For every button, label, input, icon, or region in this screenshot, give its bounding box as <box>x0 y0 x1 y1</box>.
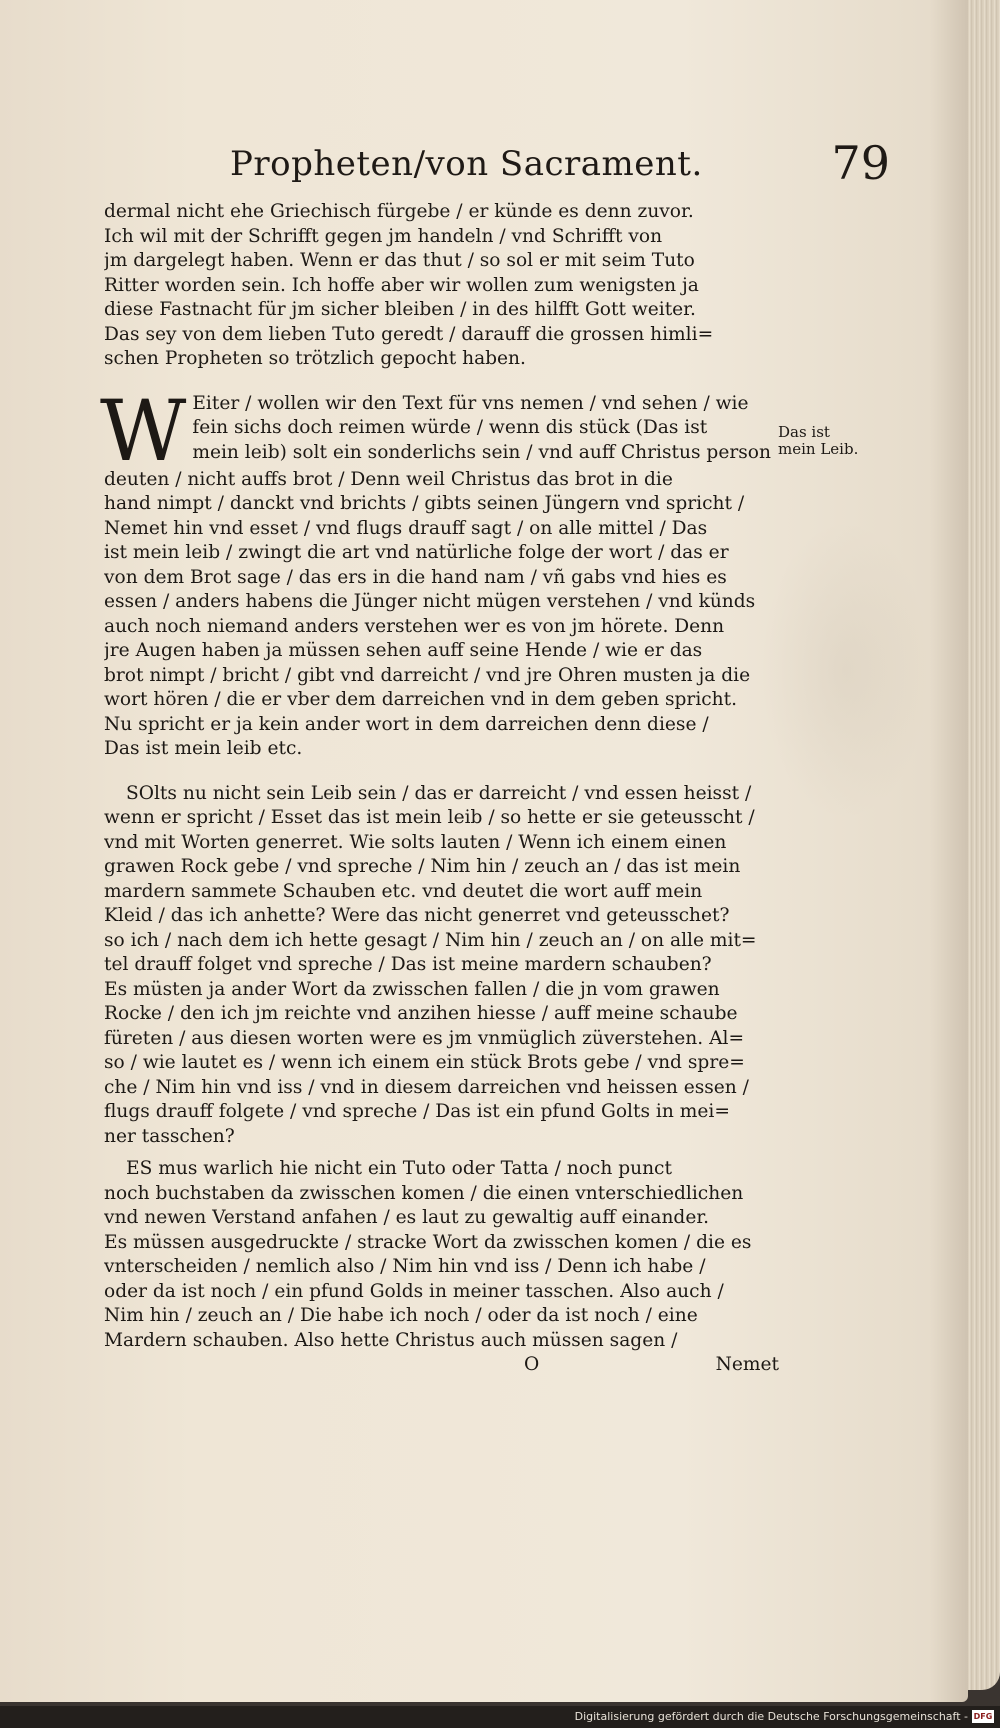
show-through-stain <box>760 520 930 820</box>
text-line: wenn er spricht / Esset das ist mein leib / so hette er sie geteusscht / <box>104 807 755 828</box>
text-line: fein sichs doch reimen würde / wenn dis stück (Das ist <box>192 417 708 438</box>
text-line: Nim hin / zeuch an / Die habe ich noch / oder da ist noch / eine <box>104 1305 698 1326</box>
text-line: vnterscheiden / nemlich also / Nim hin vnd iss / Denn ich habe / <box>104 1256 706 1277</box>
catchword: Nemet <box>715 1354 779 1375</box>
drop-cap-initial: W <box>100 381 187 480</box>
text-line: jre Augen haben ja müssen sehen auff seine Hende / wie er das <box>104 640 703 661</box>
marginal-note: Das ist mein Leib. <box>778 423 859 458</box>
page-number: 79 <box>831 136 890 190</box>
text-line: che / Nim hin vnd iss / vnd in diesem darreichen vnd heissen essen / <box>104 1076 749 1098</box>
text-line: dermal nicht ehe Griechisch fürgebe / er künde es denn zuvor. <box>104 201 694 222</box>
text-line: Es müsten ja ander Wort da zwisschen fallen / die jn vom grawen <box>104 978 720 1000</box>
text-line: mardern sammete Schauben etc. vnd deutet die wort auff mein <box>104 880 703 902</box>
body-text <box>100 200 779 1378</box>
text-line: brot nimpt / bricht / gibt vnd darreicht / vnd jre Ohren musten ja die <box>104 664 751 686</box>
funding-notice: Digitalisierung gefördert durch die Deutsche Forschungsgemeinschaft - <box>574 1710 968 1723</box>
text-line: SOlts nu nicht sein Leib sein / das er darreicht / vnd essen heisst / <box>126 782 752 804</box>
footer-bar <box>0 1706 1000 1728</box>
text-line: flugs drauff folgete / vnd spreche / Das ist ein pfund Golts in mei= <box>104 1101 730 1122</box>
page-bottom-line <box>104 1353 779 1378</box>
text-line: mein leib) solt ein sonderlichs sein / vnd auff Christus person <box>192 441 771 463</box>
text-line: schen Propheten so trötzlich gepocht haben. <box>104 348 526 369</box>
page-header <box>230 136 890 196</box>
text-line: tel drauff folget vnd spreche / Das ist meine mardern schauben? <box>104 954 712 975</box>
paragraph <box>104 200 779 372</box>
text-line: Ich wil mit der Schrifft gegen jm handeln / vnd Schrifft von <box>104 225 663 247</box>
text-line: Kleid / das ich anhette? Were das nicht generret vnd geteusschet? <box>104 905 730 926</box>
text-line: auch noch niemand anders verstehen wer es von jm hörete. Denn <box>104 615 725 637</box>
text-line: essen / anders habens die Jünger nicht mügen verstehen / vnd künds <box>104 591 756 612</box>
paragraph <box>100 381 779 762</box>
text-line: Das sey von dem lieben Tuto geredt / darauff die grossen himli= <box>104 323 714 345</box>
text-line: so / wie lautet es / wenn ich einem ein stück Brots gebe / vnd spre= <box>104 1052 745 1073</box>
text-line: ES mus warlich hie nicht ein Tuto oder Tatta / noch punct <box>126 1158 672 1179</box>
text-line: ist mein leib / zwingt die art vnd natürliche folge der wort / das er <box>104 542 729 563</box>
text-line: Nemet hin vnd esset / vnd flugs drauff sagt / on alle mittel / Das <box>104 517 708 539</box>
paragraph <box>104 1157 779 1353</box>
text-line: so ich / nach dem ich hette gesagt / Nim hin / zeuch an / on alle mit= <box>104 929 757 951</box>
text-line: vnd mit Worten generret. Wie solts lauten / Wenn ich einem einen <box>104 831 727 853</box>
text-line: hand nimpt / danckt vnd brichts / gibts seinen Jüngern vnd spricht / <box>104 493 745 514</box>
text-line: Mardern schauben. Also hette Christus auch müssen sagen / <box>104 1329 678 1351</box>
text-line: Es müssen ausgedruckte / stracke Wort da zwisschen komen / die es <box>104 1231 752 1253</box>
paragraph <box>104 782 779 1150</box>
signature-mark: O <box>524 1354 540 1375</box>
text-line: wort hören / die er vber dem darreichen vnd in dem geben spricht. <box>104 689 738 710</box>
page-edges <box>968 0 1000 1690</box>
text-line: grawen Rock gebe / vnd spreche / Nim hin / zeuch an / das ist mein <box>104 856 741 877</box>
text-line: oder da ist noch / ein pfund Golds in meiner tasschen. Also auch / <box>104 1280 724 1302</box>
text-line: noch buchstaben da zwisschen komen / die einen vnterschiedlichen <box>104 1182 744 1204</box>
text-line: jm dargelegt haben. Wenn er das thut / so sol er mit seim Tuto <box>104 250 695 271</box>
text-line: füreten / aus diesen worten were es jm vnmüglich züverstehen. Al= <box>104 1027 745 1049</box>
text-line: von dem Brot sage / das ers in die hand nam / vñ gabs vnd hies es <box>104 566 727 588</box>
text-line: diese Fastnacht für jm sicher bleiben / in des hilfft Gott weiter. <box>104 299 696 320</box>
text-line: Ritter worden sein. Ich hoffe aber wir wollen zum wenigsten ja <box>104 274 699 296</box>
text-line: deuten / nicht auffs brot / Denn weil Christus das brot in die <box>104 468 673 490</box>
text-line: Eiter / wollen wir den Text für vns nemen / vnd sehen / wie <box>192 392 749 414</box>
text-line: Das ist mein leib etc. <box>104 738 303 759</box>
text-line: ner tasschen? <box>104 1125 235 1147</box>
text-line: Nu spricht er ja kein ander wort in dem darreichen denn diese / <box>104 713 709 735</box>
dfg-logo: DFG <box>973 1712 993 1721</box>
running-head: Propheten/von Sacrament. <box>230 144 703 184</box>
text-line: vnd newen Verstand anfahen / es laut zu gewaltig auff einander. <box>104 1207 710 1228</box>
text-line: Rocke / den ich jm reichte vnd anzihen hiesse / auff meine schaube <box>104 1003 738 1024</box>
